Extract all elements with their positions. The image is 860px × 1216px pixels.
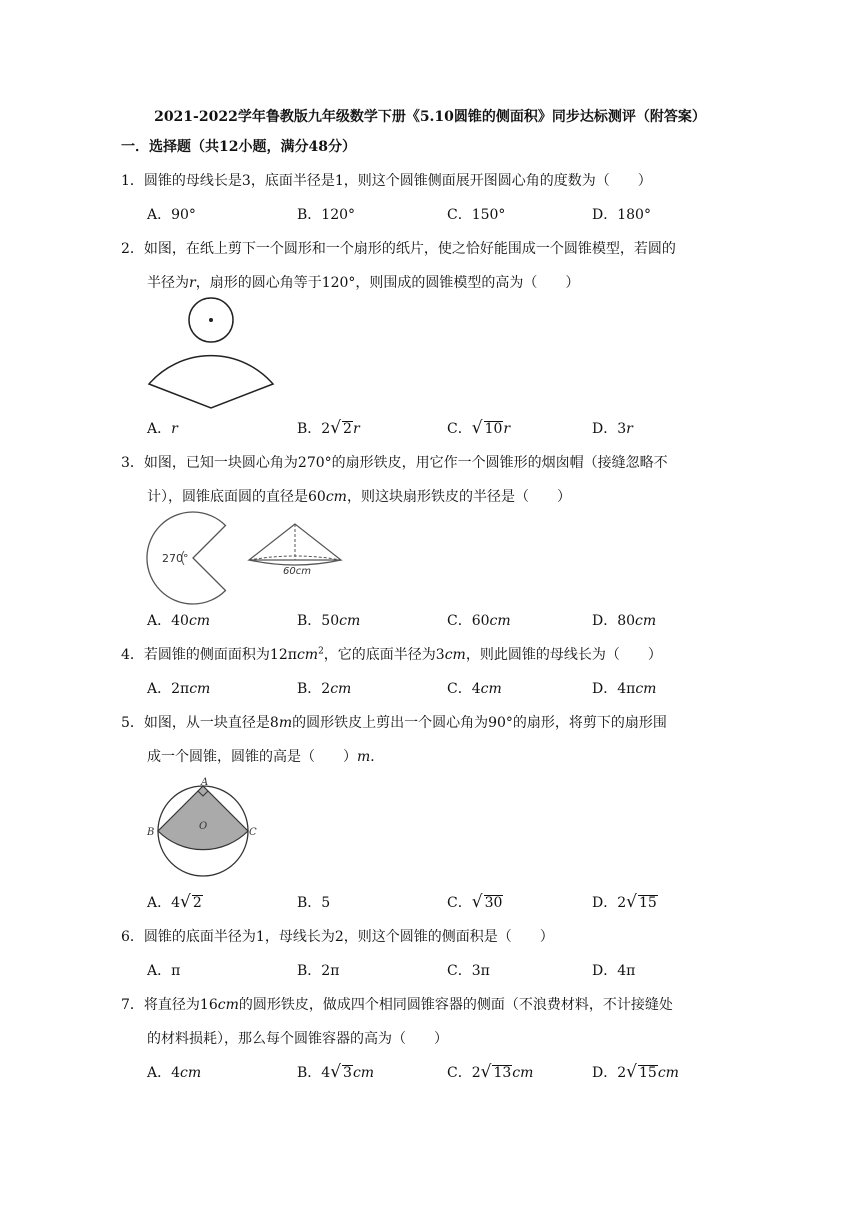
q5-figure-circle-sector (145, 776, 261, 876)
q5-point-a: A (201, 777, 209, 788)
q6-option-d: D．4π (592, 963, 636, 979)
section-heading: 一．选择题（共12小题，满分48分） (121, 139, 356, 155)
q4-option-d: D．4πcm (592, 681, 657, 697)
q2-option-c: C．√ 10r (447, 418, 511, 438)
q3-figure-pacman-sector (148, 512, 238, 604)
q2-figure-circle-and-sector (145, 296, 285, 412)
question-6-stem: 6．圆锥的底面半径为1，母线长为2，则这个圆锥的侧面积是（ ） (121, 929, 554, 945)
q5-option-b: B．5 (297, 895, 331, 911)
q3-diameter-label: 60cm (283, 566, 311, 577)
question-7-stem-line2: 的材料损耗），那么每个圆锥容器的高为（ ） (147, 1031, 448, 1047)
q5-point-b: B (147, 827, 155, 838)
q3-angle-label: 270° (162, 552, 189, 565)
question-5-stem-line2: 成一个圆锥，圆锥的高是（ ）m． (147, 749, 385, 765)
question-2-stem-line1: 2．如图，在纸上剪下一个圆形和一个扇形的纸片，使之恰好能围成一个圆锥模型，若圆的 (121, 241, 676, 257)
q2-option-b: B．2√ 2r (297, 418, 360, 438)
q3-option-d: D．80cm (592, 613, 657, 629)
q3-option-c: C．60cm (447, 613, 511, 629)
question-3-stem-line2: 计），圆锥底面圆的直径是60cm，则这块扇形铁皮的半径是（ ） (147, 489, 571, 505)
q1-option-b: B．120° (297, 207, 356, 223)
q1-option-c: C．150° (447, 207, 506, 223)
q2-option-d: D．3r (592, 421, 633, 437)
q5-option-c: C．√ 30 (447, 892, 503, 912)
q4-option-a: A．2πcm (147, 681, 211, 697)
q7-option-d: D．2√ 15cm (592, 1062, 679, 1082)
q3-option-a: A．40cm (147, 613, 211, 629)
question-4-stem: 4．若圆锥的侧面面积为12πcm$^2$，它的底面半径为3cm，则此圆锥的母线长为（ ） (121, 646, 662, 663)
question-2-stem-line2: 半径为r，扇形的圆心角等于120°，则围成的圆锥模型的高为（ ） (147, 275, 580, 291)
q7-option-a: A．4cm (147, 1065, 202, 1081)
q2-option-a: A．r (147, 421, 178, 437)
q6-option-a: A．π (147, 963, 181, 979)
question-3-stem-line1: 3．如图，已知一块圆心角为270°的扇形铁皮，用它作一个圆锥形的烟囱帽（接缝忽略不 (121, 455, 668, 471)
question-7-stem-line1: 7．将直径为16cm的圆形铁皮，做成四个相同圆锥容器的侧面（不浪费材料，不计接缝处 (121, 997, 673, 1013)
q1-option-a: A．90° (147, 207, 196, 223)
q5-point-c: C (249, 827, 257, 838)
q4-option-c: C．4cm (447, 681, 502, 697)
q5-option-a: A．4√ 2 (147, 892, 202, 912)
q1-option-d: D．180° (592, 207, 651, 223)
q7-option-b: B．4√ 3cm (297, 1062, 375, 1082)
q7-option-c: C．2√ 13cm (447, 1062, 534, 1082)
q5-option-d: D．2√ 15 (592, 892, 657, 912)
q3-option-b: B．50cm (297, 613, 361, 629)
q3-figure-cone (245, 522, 345, 582)
q4-option-b: B．2cm (297, 681, 352, 697)
q6-option-c: C．3π (447, 963, 490, 979)
q5-center-o: O (199, 821, 208, 832)
q6-option-b: B．2π (297, 963, 340, 979)
question-1-stem: 1．圆锥的母线长是3，底面半径是1，则这个圆锥侧面展开图圆心角的度数为（ ） (121, 173, 652, 189)
question-5-stem-line1: 5．如图，从一块直径是8m的圆形铁皮上剪出一个圆心角为90°的扇形，将剪下的扇形围 (121, 715, 667, 731)
page-title: 2021-2022学年鲁教版九年级数学下册《5.10圆锥的侧面积》同步达标测评（附答案） (154, 109, 706, 125)
